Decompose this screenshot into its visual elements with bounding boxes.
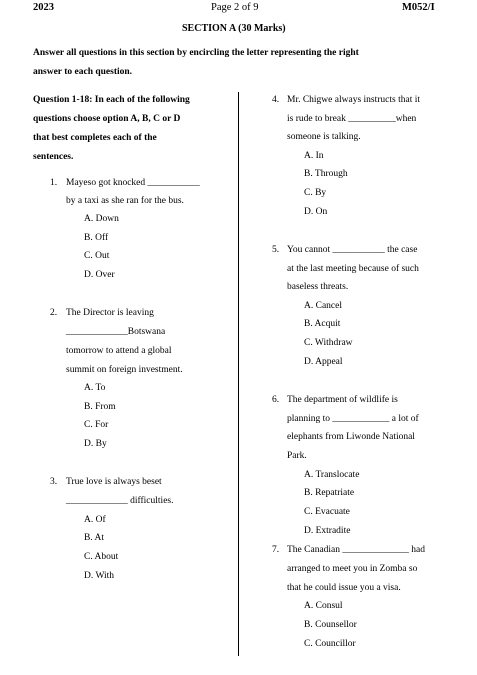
instruction-line-1: Answer all questions in this section by encircling the letter representing the right <box>33 48 359 58</box>
option-d[interactable]: D. Appeal <box>304 357 343 367</box>
question-text-line: The Director is leaving <box>66 308 154 318</box>
question-text-line: The Canadian ______________ had <box>287 545 425 555</box>
question-text-line: You cannot ___________ the case <box>287 245 418 255</box>
question-text-line: by a taxi as she ran for the bus. <box>66 196 184 206</box>
option-b[interactable]: B. Counsellor <box>304 620 357 630</box>
question-text-line: someone is talking. <box>287 132 361 142</box>
question-number: 1. <box>50 178 58 188</box>
section-title: SECTION A (30 Marks) <box>182 23 286 34</box>
option-a[interactable]: A. To <box>84 383 106 393</box>
option-c[interactable]: C. Evacuate <box>304 507 350 517</box>
option-c[interactable]: C. About <box>84 552 119 562</box>
question-text-line: The department of wildlife is <box>287 395 398 405</box>
question-number: 3. <box>50 477 58 487</box>
option-c[interactable]: C. Out <box>84 251 110 261</box>
question-number: 6. <box>272 395 280 405</box>
question-text-line: at the last meeting because of such <box>287 264 419 274</box>
column-divider <box>238 92 239 656</box>
option-d[interactable]: D. With <box>84 571 115 581</box>
exam-year: 2023 <box>33 2 54 13</box>
option-c[interactable]: C. Withdraw <box>304 338 353 348</box>
question-number: 5. <box>272 245 280 255</box>
option-b[interactable]: B. Acquit <box>304 319 341 329</box>
option-a[interactable]: A. In <box>304 151 324 161</box>
question-number: 2. <box>50 308 58 318</box>
option-d[interactable]: D. Over <box>84 270 115 280</box>
group-instruction-line-1: Question 1-18: In each of the following <box>33 95 190 105</box>
question-text-line: _____________Botswana <box>66 327 166 337</box>
option-b[interactable]: B. From <box>84 402 116 412</box>
option-a[interactable]: A. Of <box>84 515 106 525</box>
option-d[interactable]: D. By <box>84 439 107 449</box>
question-text-line: arranged to meet you in Zomba so <box>287 564 418 574</box>
option-b[interactable]: B. Off <box>84 233 109 243</box>
option-c[interactable]: C. Councillor <box>304 639 356 649</box>
question-number: 4. <box>272 95 280 105</box>
option-d[interactable]: D. On <box>304 207 328 217</box>
question-text-line: baseless threats. <box>287 282 349 292</box>
instruction-line-2: answer to each question. <box>33 67 133 77</box>
question-text-line: elephants from Liwonde National <box>287 432 415 442</box>
option-b[interactable]: B. Through <box>304 169 348 179</box>
question-text-line: that he could issue you a visa. <box>287 583 401 593</box>
question-text-line: Mr. Chigwe always instructs that it <box>287 95 420 105</box>
option-d[interactable]: D. Extradite <box>304 526 351 536</box>
option-b[interactable]: B. Repatriate <box>304 488 355 498</box>
option-a[interactable]: A. Down <box>84 214 119 224</box>
group-instruction-line-4: sentences. <box>33 152 74 162</box>
question-text-line: _____________ difficulties. <box>66 496 174 506</box>
page-number: Page 2 of 9 <box>211 2 259 13</box>
question-text-line: tomorrow to attend a global <box>66 346 172 356</box>
question-text-line: planning to ____________ a lot of <box>287 414 419 424</box>
option-b[interactable]: B. At <box>84 533 105 543</box>
paper-code: M052/I <box>402 2 435 13</box>
group-instruction-line-3: that best completes each of the <box>33 133 157 143</box>
option-a[interactable]: A. Translocate <box>304 470 360 480</box>
question-text-line: Mayeso got knocked ___________ <box>66 178 200 188</box>
question-text-line: True love is always beset <box>66 477 162 487</box>
question-text-line: summit on foreign investment. <box>66 365 183 375</box>
group-instruction-line-2: questions choose option A, B, C or D <box>33 114 181 124</box>
question-number: 7. <box>272 545 280 555</box>
question-text-line: Park. <box>287 451 307 461</box>
option-c[interactable]: C. For <box>84 420 109 430</box>
question-text-line: is rude to break __________when <box>287 114 417 124</box>
option-a[interactable]: A. Consul <box>304 601 343 611</box>
option-a[interactable]: A. Cancel <box>304 301 342 311</box>
option-c[interactable]: C. By <box>304 188 327 198</box>
